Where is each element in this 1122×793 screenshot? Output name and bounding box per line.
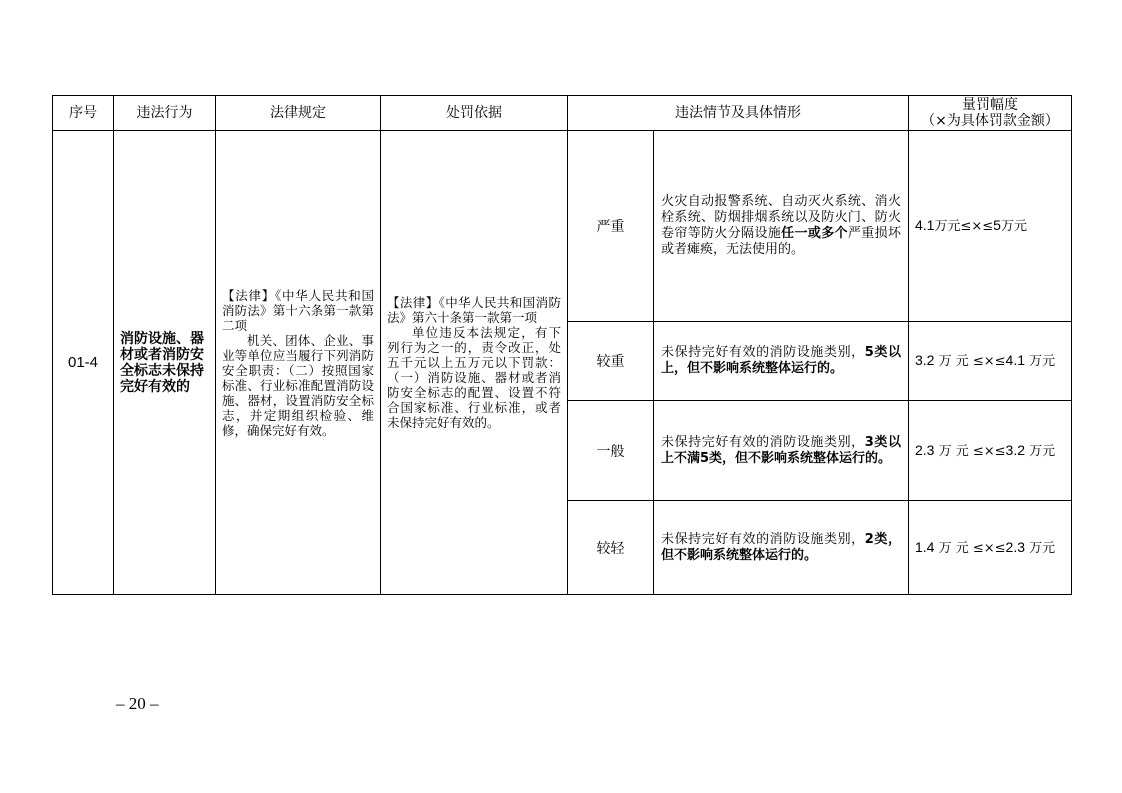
row-id: 01-4 <box>53 131 114 595</box>
header-row <box>53 96 1072 131</box>
law-provision <box>216 131 381 595</box>
fine-range: 2.3 万 元 ≤×≤3.2 万元 <box>909 401 1072 501</box>
header-law: 法律规定 <box>216 96 381 131</box>
level-description: 未保持完好有效的消防设施类别，3类以上不满5类，但不影响系统整体运行的。 <box>654 401 909 501</box>
level-label: 严重 <box>568 131 654 322</box>
fine-range: 1.4 万 元 ≤×≤2.3 万元 <box>909 501 1072 595</box>
penalty-basis-text: 单位违反本法规定，有下列行为之一的，责令改正，处五千元以上五万元以下罚款：（一）消防设施、器材或者消防安全标志的配置、设置不符合国家标准、行业标准，或者未保持完好有效的。 <box>387 325 561 430</box>
header-basis: 处罚依据 <box>381 96 568 131</box>
level-label: 较轻 <box>568 501 654 595</box>
level-label: 较重 <box>568 322 654 401</box>
fine-range: 4.1万元≤×≤5万元 <box>909 131 1072 322</box>
level-description: 火灾自动报警系统、自动灭火系统、消火栓系统、防烟排烟系统以及防火门、防火卷帘等防火分隔设施任一或多个严重损坏或者瘫痪，无法使用的。 <box>654 131 909 322</box>
law-provision-source: 【法律】《中华人民共和国消防法》第十六条第一款第二项 <box>222 287 374 333</box>
law-provision-text: 机关、团体、企业、事业等单位应当履行下列消防安全职责：（二）按照国家标准、行业标准配置消防设施、器材，设置消防安全标志，并定期组织检验、维修，确保完好有效。 <box>222 332 374 438</box>
penalty-table <box>52 95 1072 595</box>
header-circumstances: 违法情节及具体情形 <box>568 96 909 131</box>
header-seq: 序号 <box>53 96 114 131</box>
table-row <box>53 131 1072 322</box>
row-behavior: 消防设施、器材或者消防安全标志未保持完好有效的 <box>114 131 216 595</box>
fine-range: 3.2 万 元 ≤×≤4.1 万元 <box>909 322 1072 401</box>
page-number: – 20 – <box>116 694 159 713</box>
level-label: 一般 <box>568 401 654 501</box>
penalty-basis <box>381 131 568 595</box>
header-behavior: 违法行为 <box>114 96 216 131</box>
header-range-title: 量罚幅度 <box>962 97 1018 113</box>
header-range-note: （×为具体罚款金额） <box>921 113 1059 129</box>
header-range <box>909 96 1072 131</box>
level-description: 未保持完好有效的消防设施类别，2类，但不影响系统整体运行的。 <box>654 501 909 595</box>
penalty-basis-source: 【法律】《中华人民共和国消防法》第六十条第一款第一项 <box>387 295 561 325</box>
level-description: 未保持完好有效的消防设施类别，5类以上，但不影响系统整体运行的。 <box>654 322 909 401</box>
